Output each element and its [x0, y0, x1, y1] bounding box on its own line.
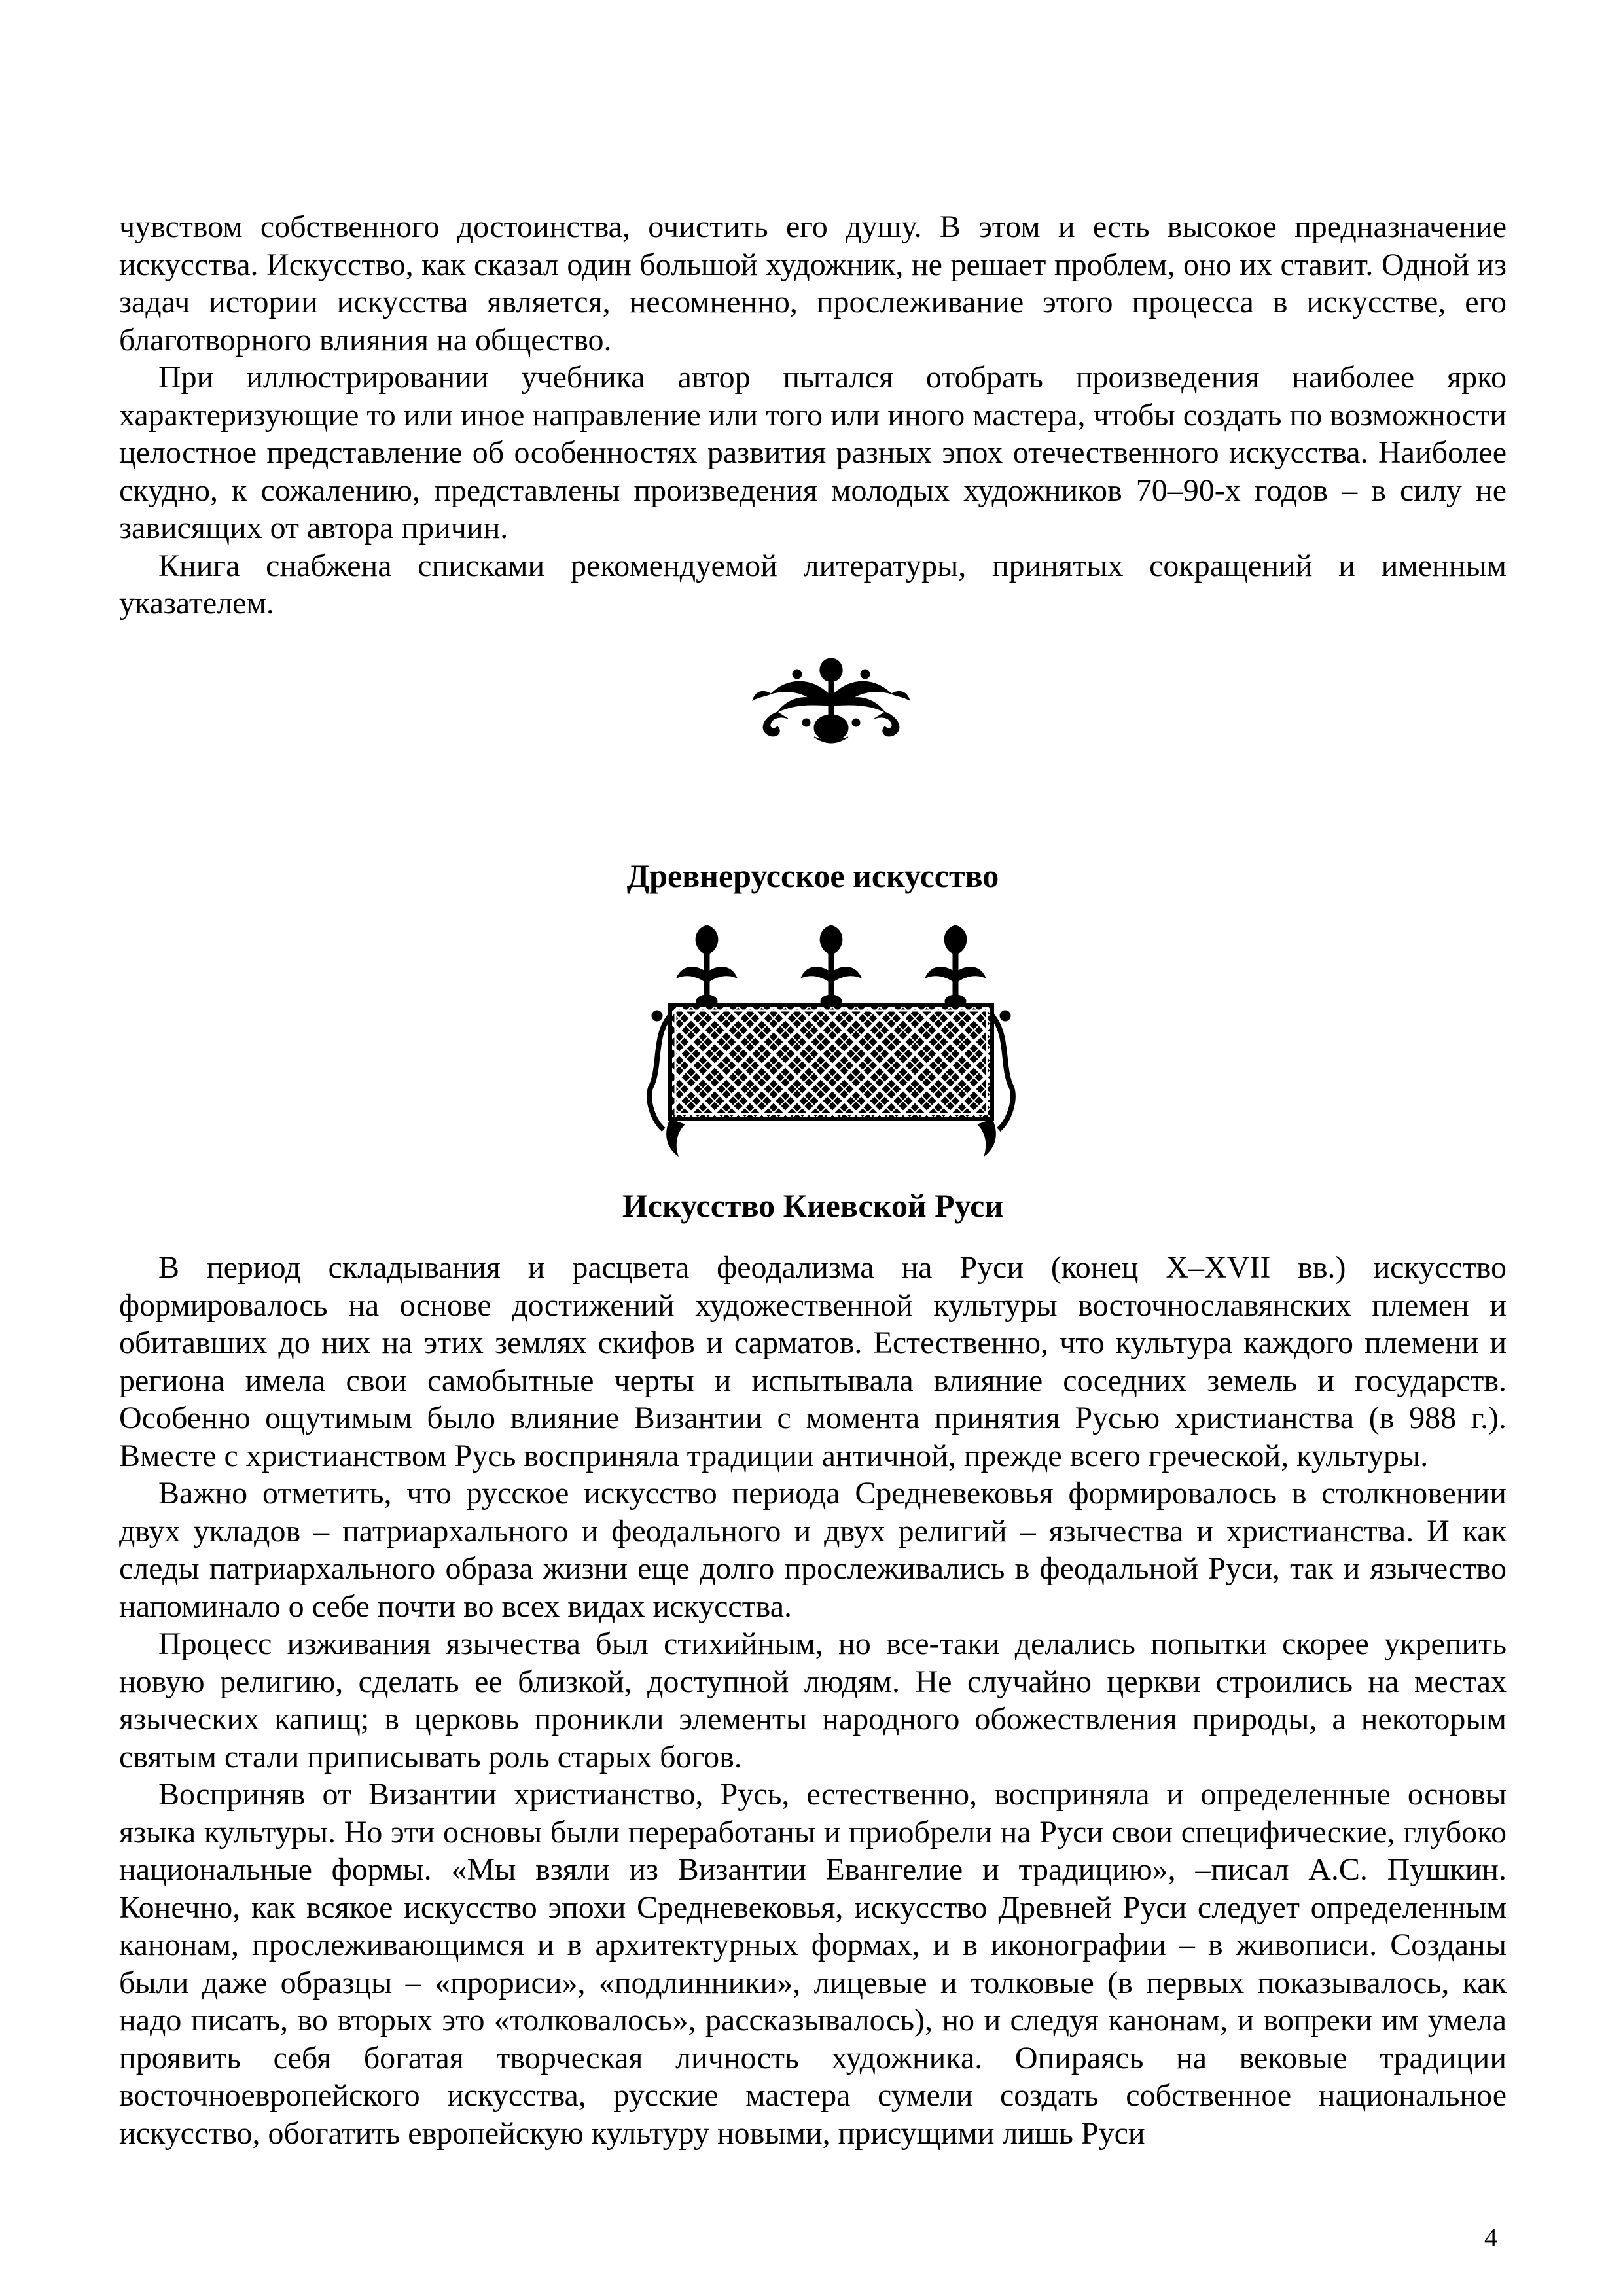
interlace-headpiece-icon [644, 924, 1018, 1158]
paragraph-illustrations: При иллюстрировании учебника автор пытался отобрать произведения наиболее ярко характеризующие то или иное направление или того или иного мастера, чтобы создать по возможности целостное представление об особенностях развития разных эпох отечественного искусства. Наиболее скудно, к сожалению, представлены произведения молодых художников 70–90-х годов – в силу не зависящих от автора причин. [119, 360, 1507, 545]
floral-vignette-icon [751, 655, 911, 749]
top-text-block [119, 208, 1507, 622]
subsection-heading: Искусство Киевской Руси [622, 1187, 1004, 1224]
section-heading: Древнерусское искусство [626, 857, 999, 894]
paragraph-middle-ages: Важно отметить, что русское искусство периода Средневековья формировалось в столкновении двух укладов – патриархального и феодального и двух религий – язычества и христианства. И как следы патриархального образа жизни еще долго прослеживались в феодальной Руси, так и язычество напоминало о себе почти во всех видах искусства. [119, 1476, 1507, 1624]
paragraph-continuation: чувством собственного достоинства, очистить его душу. В этом и есть высокое предназначение искусства. Искусство, как сказал один большой художник, не решает проблем, оно их ставит. Одной из задач истории искусства является, несомненно, прослеживание этого процесса в искусстве, его благотворного влияния на общество. [119, 209, 1507, 357]
paragraph-book-apparatus: Книга снабжена списками рекомендуемой литературы, принятых сокращений и именным указателем. [119, 548, 1507, 620]
paragraph-feudalism: В период складывания и расцвета феодализма на Руси (конец X–XVII вв.) искусство формировалось на основе достижений художественной культуры восточнославянских племен и обитавших до них на этих землях скифов и сарматов. Естественно, что культура каждого племени и региона имела свои самобытные черты и испытывала влияние соседних земель и государств. Особенно ощутимым было влияние Византии с момента принятия Русью христианства (в 988 г.). Вместе с христианством Русь восприняла традиции античной, прежде всего греческой, культуры. [119, 1250, 1507, 1473]
page-number: 4 [1484, 2223, 1497, 2252]
paragraph-paganism: Процесс изживания язычества был стихийным, но все-таки делались попытки скорее укрепить новую религию, сделать ее близкой, доступной людям. Не случайно церкви строились на местах языческих капищ; в церковь проникли элементы народного обожествления природы, а некоторым святым стали приписывать роль старых богов. [119, 1626, 1507, 1774]
paragraph-byzantium: Восприняв от Византии христианство, Русь, естественно, восприняла и определенные основы языка культуры. Но эти основы были переработаны и приобрели на Руси свои специфические, глубоко национальные формы. «Мы взяли из Византии Евангелие и традицию», –писал А.С. Пушкин. Конечно, как всякое искусство эпохи Средневековья, искусство Древней Руси следует определенным канонам, прослеживающимся и в архитектурных формах, и в иконографии – в живописи. Созданы были даже образцы – «прориси», «подлинники», лицевые и толковые (в первых показывалось, как надо писать, во вторых это «толковалось», рассказывалось), но и следуя канонам, и вопреки им умела проявить себя богатая творческая личность художника. Опираясь на вековые традиции восточноевропейского искусства, русские мастера сумели создать собственное национальное искусство, обогатить европейскую культуру новыми, присущими лишь Руси [119, 1777, 1507, 2151]
main-text-block [119, 1249, 1507, 2152]
